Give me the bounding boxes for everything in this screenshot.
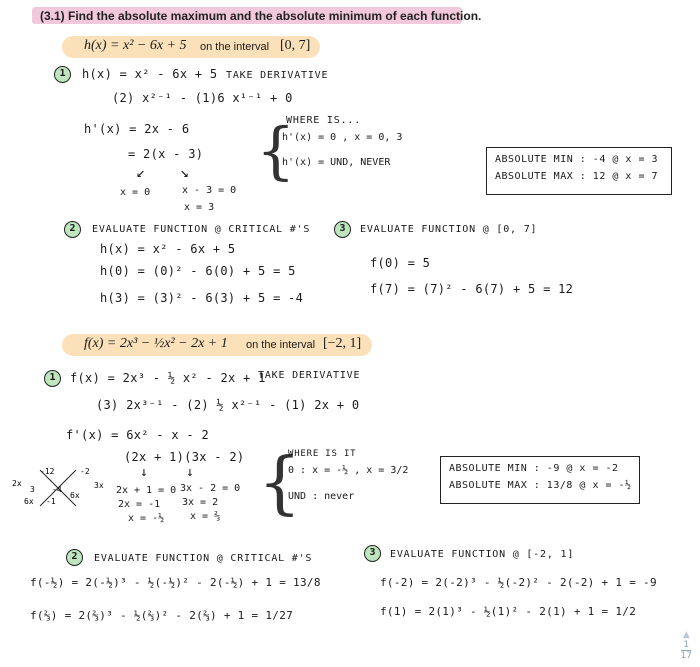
p2-right3: x = ⅔ xyxy=(190,511,221,522)
factoring-x-diagram xyxy=(10,462,110,512)
page-current: 1 xyxy=(683,640,690,650)
p2-left3: x = -½ xyxy=(128,513,165,524)
p1-derivative-line1: h(x) = x² - 6x + 5 xyxy=(82,67,218,81)
p2-where-line1: 0 : x = -½ , x = 3/2 xyxy=(288,465,409,476)
p1-step2-line1: h(x) = x² - 6x + 5 xyxy=(100,242,236,256)
p2-take-derivative-note: TAKE DERIVATIVE xyxy=(258,370,361,381)
p2-right1: 3x - 2 = 0 xyxy=(180,483,241,494)
p2-right2: 3x = 2 xyxy=(182,497,219,508)
p1-derivative-line2: (2) x²⁻¹ - (1)6 x¹⁻¹ + 0 xyxy=(112,91,293,105)
step1-number-badge: 1 xyxy=(54,66,71,83)
problem1-function: h(x) = x² − 6x + 5 xyxy=(84,38,187,53)
p1-absolute-min: ABSOLUTE MIN : -4 @ x = 3 xyxy=(495,154,659,165)
p2-answer-box xyxy=(440,456,640,504)
p1-step2-number-badge: 2 xyxy=(64,221,81,238)
p2-where-line2: UND : never xyxy=(288,491,355,502)
p1-step2-heading: EVALUATE FUNCTION @ CRITICAL #'S xyxy=(92,224,311,235)
p1-where-title: WHERE IS... xyxy=(286,115,362,126)
p2-absolute-max: ABSOLUTE MAX : 13/8 @ x = -½ xyxy=(449,480,632,491)
p2-arrow-right: ↓ xyxy=(186,465,195,480)
fd-bottom-left: 6x xyxy=(24,497,34,506)
p2-where-title: WHERE IS IT xyxy=(288,449,357,459)
problem1-interval: [0, 7] xyxy=(280,38,311,53)
p1-step2-line3: h(3) = (3)² - 6(3) + 5 = -4 xyxy=(100,291,304,305)
p1-where-line2: h'(x) = UND, NEVER xyxy=(282,157,391,168)
p1-where-line1: h'(x) = 0 , x = 0, 3 xyxy=(282,132,403,143)
p1-step2-line2: h(0) = (0)² - 6(0) + 5 = 5 xyxy=(100,264,296,278)
problem1-interval-text: on the interval xyxy=(200,41,270,53)
p1-brace: { xyxy=(256,114,296,187)
p2-step3-line2: f(1) = 2(1)³ - ½(1)² - 2(1) + 1 = 1/2 xyxy=(380,605,637,618)
p2-derivative-line1: f(x) = 2x³ - ½ x² - 2x + 1 xyxy=(70,371,266,385)
p2-derivative-line2: (3) 2x³⁻¹ - (2) ½ x²⁻¹ - (1) 2x + 0 xyxy=(96,398,360,412)
problem2-interval-text: on the interval xyxy=(246,339,316,351)
p1-derivative-line3: h'(x) = 2x - 6 xyxy=(84,122,190,136)
p1-answer-box xyxy=(486,147,672,195)
p1-step3-number-badge: 3 xyxy=(334,221,351,238)
p2-step3-number-badge: 3 xyxy=(364,545,381,562)
p2-step3-heading: EVALUATE FUNCTION @ [-2, 1] xyxy=(390,549,575,560)
p2-step3-line1: f(-2) = 2(-2)³ - ½(-2)² - 2(-2) + 1 = -9 xyxy=(380,576,657,589)
p1-step3-line1: f(0) = 5 xyxy=(370,256,431,270)
p1-step3-heading: EVALUATE FUNCTION @ [0, 7] xyxy=(360,224,538,235)
fd-center: -4 xyxy=(52,485,62,494)
p1-right-result2: x = 3 xyxy=(184,202,215,213)
p2-derivative-line4: (2x + 1)(3x - 2) xyxy=(124,450,245,464)
p2-left1: 2x + 1 = 0 xyxy=(116,485,177,496)
fd-top-mid2: -2 xyxy=(80,467,90,476)
page-indicator[interactable] xyxy=(681,630,692,661)
problem2-function: f(x) = 2x³ − ½x² − 2x + 1 xyxy=(84,336,228,351)
p2-step2-number-badge: 2 xyxy=(66,549,83,566)
fd-top-mid1: -12 xyxy=(40,467,55,476)
page-title: (3.1) Find the absolute maximum and the absolute minimum of each function. xyxy=(40,9,482,23)
p2-left2: 2x = -1 xyxy=(118,499,161,510)
p2-step2-line1: f(-½) = 2(-½)³ - ½(-½)² - 2(-½) + 1 = 13/8 xyxy=(30,576,321,589)
problem2-interval: [−2, 1] xyxy=(323,336,362,351)
p1-arrow-left: ↙ xyxy=(136,163,146,181)
fd-bottom-mid: -1 xyxy=(46,497,56,506)
p1-step3-line2: f(7) = (7)² - 6(7) + 5 = 12 xyxy=(370,282,574,296)
fd-bottom-right: 6x xyxy=(70,491,80,500)
p2-arrow-left: ↓ xyxy=(140,465,149,480)
p1-right-result1: x - 3 = 0 xyxy=(182,185,237,196)
p1-arrow-right: ↘ xyxy=(180,163,190,181)
fd-right: 3x xyxy=(94,481,104,490)
p2-derivative-line3: f'(x) = 6x² - x - 2 xyxy=(66,428,209,442)
fd-top-left: 2x xyxy=(12,479,22,488)
page-total: 17 xyxy=(680,651,692,661)
p2-absolute-min: ABSOLUTE MIN : -9 @ x = -2 xyxy=(449,463,619,474)
p2-step2-line2: f(⅔) = 2(⅔)³ - ½(⅔)² - 2(⅔) + 1 = 1/27 xyxy=(30,609,294,622)
fd-left: 3 xyxy=(30,485,35,494)
p1-absolute-max: ABSOLUTE MAX : 12 @ x = 7 xyxy=(495,171,659,182)
page-up-icon[interactable]: ▲ xyxy=(682,630,690,640)
p2-step2-heading: EVALUATE FUNCTION @ CRITICAL #'S xyxy=(94,553,313,564)
p2-brace: { xyxy=(258,444,302,523)
p2-step1-number-badge: 1 xyxy=(44,370,61,387)
p1-left-result: x = 0 xyxy=(120,187,151,198)
p1-take-derivative-note: TAKE DERIVATIVE xyxy=(226,70,329,81)
p1-derivative-line4: = 2(x - 3) xyxy=(128,147,204,161)
